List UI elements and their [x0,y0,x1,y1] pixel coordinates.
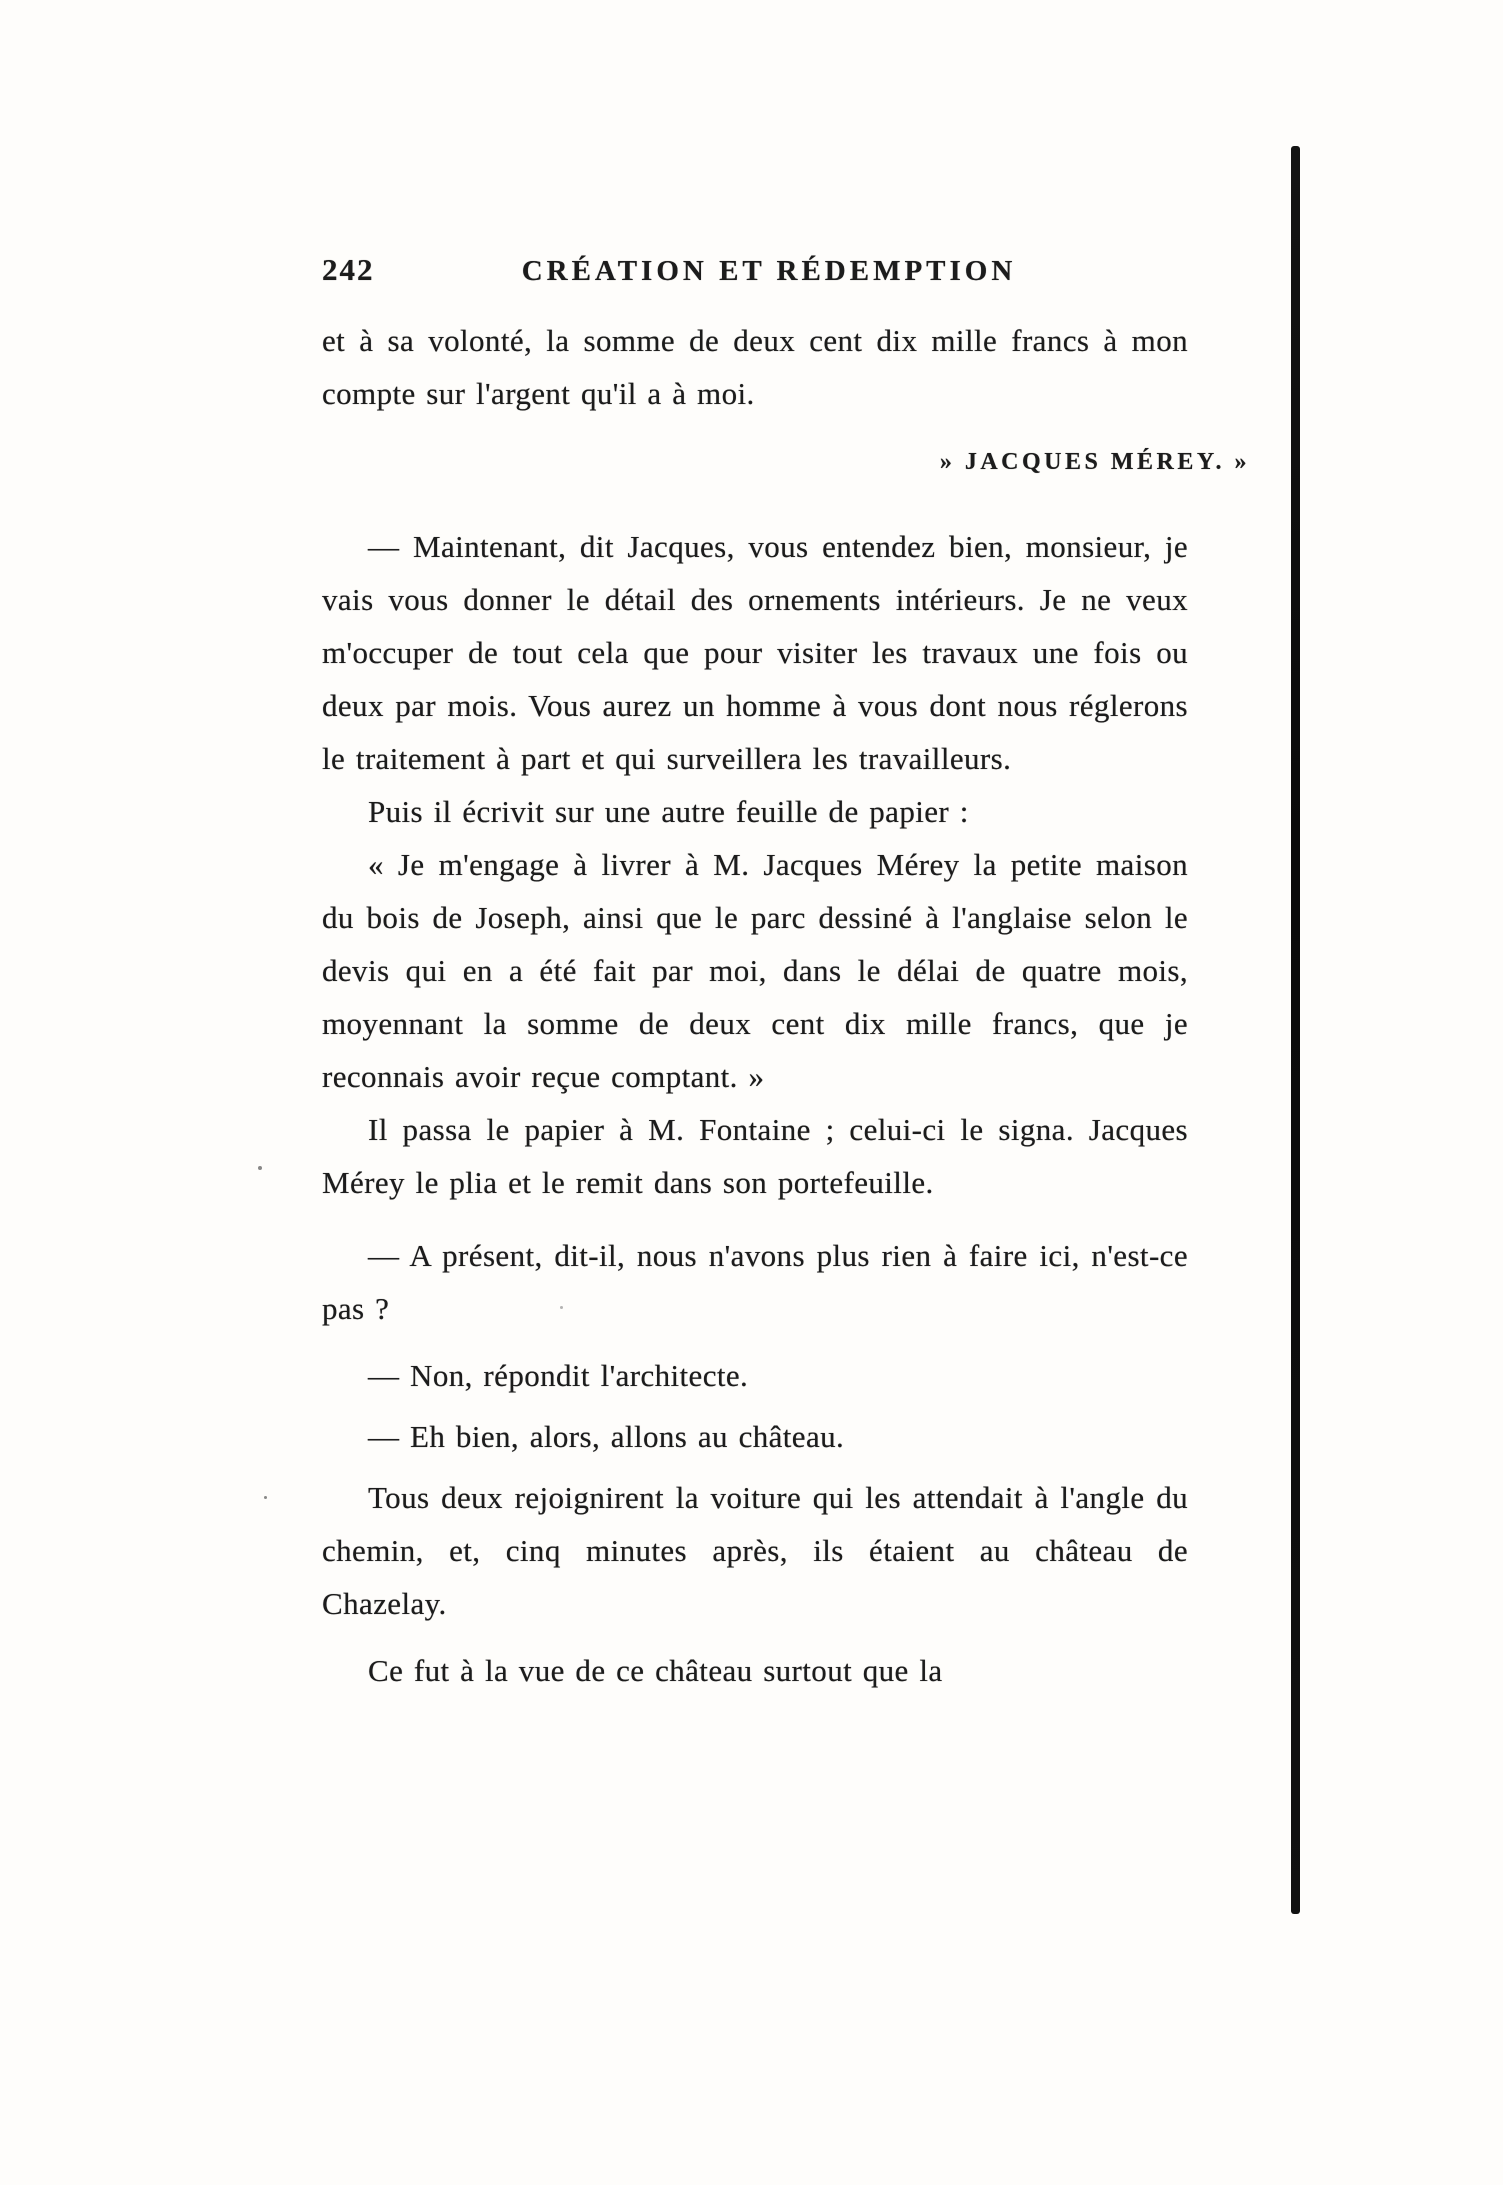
paragraph-narration: Tous deux rejoignirent la voiture qui les attendait à l'angle du chemin, et, cinq minutes après, ils étaient au château de Chazelay. [322,1480,1188,1621]
scan-speck [264,1496,267,1499]
paragraph-dialogue: — A présent, dit-il, nous n'avons plus rien à faire ici, n'est-ce pas ? [322,1238,1188,1326]
paragraph-quoted-note: « Je m'engage à livrer à M. Jacques Mérey la petite maison du bois de Joseph, ainsi que le parc dessiné à l'anglaise selon le devis qui en a été fait par moi, dans le délai de quatre mois, moyennant la somme de deux cent dix mille francs, que je reconnais avoir reçue comptant. » [322,847,1188,1094]
text-block [322,252,1250,1697]
paragraph-continuation: et à sa volonté, la somme de deux cent dix mille francs à mon compte sur l'argent qu'il a à moi. [322,323,1188,411]
page-header [322,252,1188,288]
paragraph-narration: Il passa le papier à M. Fontaine ; celui-ci le signa. Jacques Mérey le plia et le remit dans son portefeuille. [322,1112,1188,1200]
paragraph-dialogue: — Non, répondit l'architecte. [368,1358,749,1393]
paragraph-narration: Ce fut à la vue de ce château surtout que la [368,1653,943,1688]
scan-speck [258,1166,262,1170]
signature-line: » JACQUES MÉREY. » [939,449,1250,475]
page-number: 242 [322,252,375,287]
running-title: CRÉATION ET RÉDEMPTION [521,255,1017,287]
paragraph-dialogue: — Maintenant, dit Jacques, vous entendez bien, monsieur, je vais vous donner le détail des ornements intérieurs. Je ne veux m'occuper de tout cela que pour visiter les travaux une fois ou deux par mois. Vous aurez un homme à vous dont nous réglerons le traitement à part et qui surveillera les travailleurs. [322,529,1188,776]
scan-artifact-bar [1291,146,1300,1914]
paragraph-narration: Puis il écrivit sur une autre feuille de papier : [368,794,969,829]
paragraph-dialogue: — Eh bien, alors, allons au château. [368,1419,845,1454]
